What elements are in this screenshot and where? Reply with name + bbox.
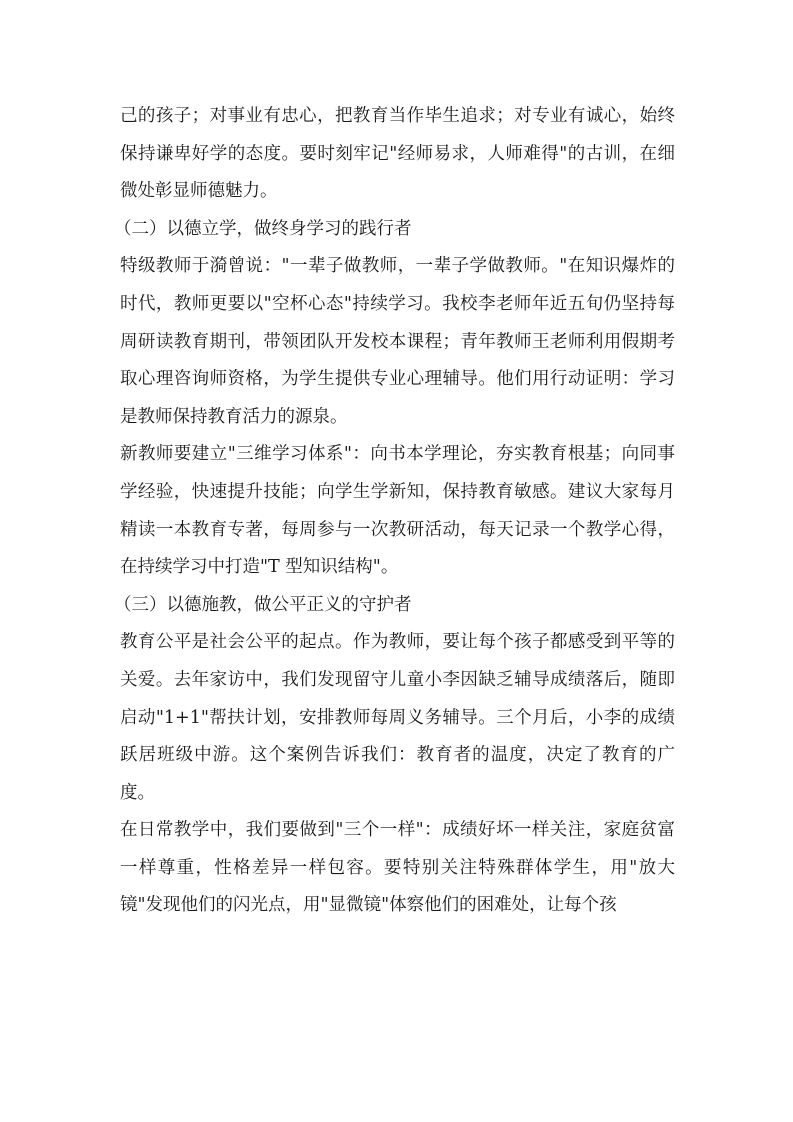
- document-page: [114, 98, 675, 925]
- section-heading-3: （三）以德施教，做公平正义的守护者: [114, 594, 412, 615]
- paragraph-1: 己的孩子；对事业有忠心，把教育当作毕生追求；对专业有诚心，始终保持谦卑好学的态度。要时刻牢记"经师易求，人师难得"的古训，在细微处彰显师德魅力。: [120, 106, 675, 202]
- paragraph-4: 教育公平是社会公平的起点。作为教师，要让每个孩子都感受到平等的关爱。去年家访中，我们发现留守儿童小李因缺乏辅导成绩落后，随即启动"1+1"帮扶计划，安排教师每周义务辅导。三个月后，小李的成绩跃居班级中游。这个案例告诉我们：教育者的温度，决定了教育的广度。: [120, 632, 675, 803]
- paragraph-3: 新教师要建立"三维学习体系"：向书本学理论，夯实教育根基；向同事学经验，快速提升技能；向学生学新知，保持教育敏感。建议大家每月精读一本教育专著，每周参与一次教研活动，每天记录一个教学心得，在持续学习中打造"T 型知识结构"。: [120, 444, 675, 578]
- paragraph-2: 特级教师于漪曾说："一辈子做教师，一辈子学做教师。"在知识爆炸的时代，教师更要以"空杯心态"持续学习。我校李老师年近五旬仍坚持每周研读教育期刊，带领团队开发校本课程；青年教师王老师利用假期考取心理咨询师资格，为学生提供专业心理辅导。他们用行动证明：学习是教师保持教育活力的源泉。: [120, 256, 675, 427]
- section-heading-2: （二）以德立学，做终身学习的践行者: [114, 218, 412, 239]
- paragraph-5: 在日常教学中，我们要做到"三个一样"：成绩好坏一样关注，家庭贫富一样尊重，性格差异一样包容。要特别关注特殊群体学生，用"放大镜"发现他们的闪光点，用"显微镜"体察他们的困难处，让每个孩: [120, 820, 675, 916]
